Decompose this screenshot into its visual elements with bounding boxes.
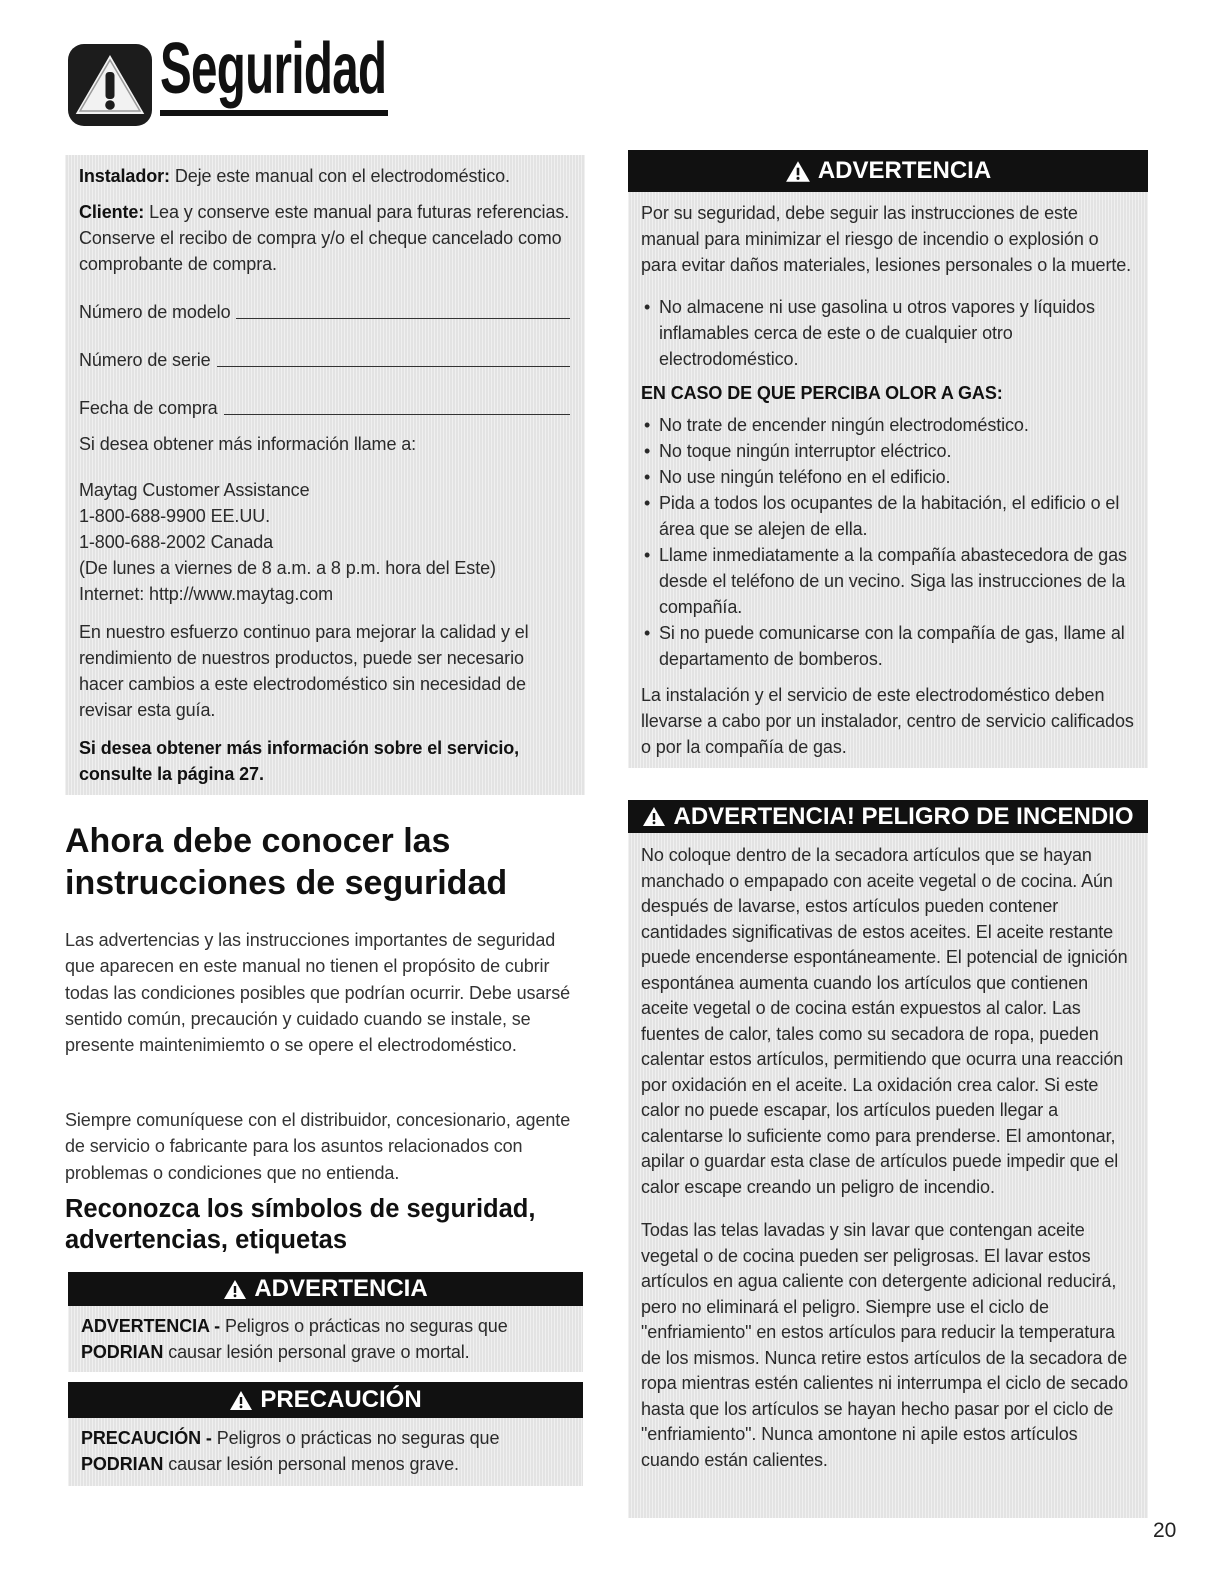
caution-example-banner (68, 1382, 583, 1418)
warning-triangle-icon (642, 806, 666, 827)
list-item: • Si no puede comunicarse con la compañía de gas, llame al departamento de bomberos. (641, 620, 1136, 672)
page-title: Seguridad (160, 29, 387, 109)
storage-bullet: • No almacene ni use gasolina u otros vapores y líquidos inflamables cerca de este o de cualquier otro electrodoméstico. (641, 294, 1136, 372)
safety-instructions-heading: Ahora debe conocer las instrucciones de seguridad (65, 822, 508, 902)
contact-phone-canada: 1-800-688-2002 Canada (79, 532, 274, 552)
installer-text: Deje este manual con el electrodoméstico. (174, 166, 510, 186)
serial-number-field (79, 347, 572, 373)
model-number-label: Número de modelo (79, 302, 231, 322)
storage-bullet-list (641, 294, 1136, 372)
caution-example-text (81, 1425, 570, 1477)
contact-hours: (De lunes a viernes de 8 a.m. a 8 p.m. hora del Este) (79, 558, 496, 578)
warning-example-text (81, 1313, 570, 1365)
contact-block (79, 477, 572, 607)
warning-example-box (68, 1306, 583, 1372)
fire-warning-box (628, 833, 1148, 1518)
list-item: • No use ningún teléfono en el edificio. (641, 464, 1136, 490)
gas-warning-banner (628, 150, 1148, 192)
caution-example-banner-label: PRECAUCIÓN (260, 1386, 422, 1413)
warning-example-banner-label: ADVERTENCIA (254, 1275, 428, 1302)
warning-example-term: ADVERTENCIA - (81, 1316, 221, 1336)
list-item: • Llame inmediatamente a la compañía abastecedora de gas desde el teléfono de un vecino. Siga las instrucciones de la compañía. (641, 542, 1136, 620)
fire-warning-banner (628, 800, 1148, 833)
model-number-field (79, 299, 572, 325)
caution-example-emphasis: PODRIAN (81, 1454, 164, 1474)
list-item: • No trate de encender ningún electrodoméstico. (641, 412, 1136, 438)
caution-example-term: PRECAUCIÓN - (81, 1428, 212, 1448)
owner-info-box (65, 155, 585, 795)
gas-warning-banner-label: ADVERTENCIA (817, 157, 992, 184)
gas-smell-list (641, 412, 1136, 672)
installer-label: Instalador: (79, 166, 170, 186)
page-number: 20 (1153, 1519, 1177, 1542)
serial-number-blank-line (217, 366, 570, 367)
customer-note (79, 199, 572, 277)
fire-warning-paragraph-fabrics: Todas las telas lavadas y sin lavar que contengan aceite vegetal o de cocina pueden ser peligrosas. El lavar estos artículos en agua caliente con detergente adicional reducirá, pero no eliminará el peligro. Siempre use el ciclo de "enfriamiento" en estos artículos para reducir la temperatura de los mismos. Nunca retire estos artículos de la secadora de ropa mientras estén calientes ni interrumpa el ciclo de secado hasta que los artículos se hayan hecho pasar por el ciclo de "enfriamiento". Nunca amontone ni apile estos artículos cuando están calientes. (641, 1220, 1129, 1470)
customer-text: Lea y conserve este manual para futuras referencias. Conserve el recibo de compra y/o el cheque cancelado como comprobante de compra. (79, 202, 570, 274)
fire-warning-paragraph-oil: No coloque dentro de la secadora artículos que se hayan manchado o empapado con aceite vegetal o de cocina. Aún después de lavarse, estos artículos pueden contener cantidades significativas de estos aceites. El aceite restante puede encenderse espontáneamente. El potencial de ignición espontánea aumenta cuando los artículos que contienen aceite vegetal o de cocina están expuestos al calor. Las fuentes de calor, tales como su secadora de ropa, pueden calentar estos artículos, permitiendo que ocurra una reacción por oxidación en el aceite. La oxidación crea calor. Si este calor no puede escapar, los artículos pueden llegar a calentarse lo suficiente como para prenderse. El amontonar, apilar o guardar esta clase de artículos puede impedir que el calor escape creando un peligro de incendio. (641, 845, 1128, 1197)
installation-note: La instalación y el servicio de este electrodoméstico deben llevarse a cabo por un instalador, centro de servicio calificados o por la compañía de gas. (641, 685, 1134, 757)
warning-icon (66, 42, 154, 128)
warning-triangle-icon (223, 1279, 247, 1300)
contact-phone-us: 1-800-688-9900 EE.UU. (79, 506, 271, 526)
caution-example-box (68, 1418, 583, 1486)
list-item: • Pida a todos los ocupantes de la habitación, el edificio o el área que se alejen de ella. (641, 490, 1136, 542)
installer-note (79, 163, 572, 189)
contact-dealer-paragraph: Siempre comuníquese con el distribuidor, concesionario, agente de servicio o fabricante para los asuntos relacionados con problemas o condiciones que no entienda. (65, 1110, 571, 1183)
purchase-date-label: Fecha de compra (79, 398, 218, 418)
product-change-notice: En nuestro esfuerzo continuo para mejorar la calidad y el rendimiento de nuestros productos, puede ser necesario hacer cambios a este electrodoméstico sin necesidad de revisar esta guía. (79, 622, 529, 720)
gas-warning-intro: Por su seguridad, debe seguir las instrucciones de este manual para minimizar el riesgo de incendio o explosión o para evitar daños materiales, lesiones personales o la muerte. (641, 203, 1132, 275)
warning-triangle-icon (229, 1390, 253, 1411)
warning-example-emphasis: PODRIAN (81, 1342, 164, 1362)
purchase-date-field (79, 395, 572, 421)
purchase-date-blank-line (224, 414, 570, 415)
serial-number-label: Número de serie (79, 350, 211, 370)
caution-example-text-before: Peligros o prácticas no seguras que (216, 1428, 500, 1448)
title-underline (160, 110, 388, 116)
gas-warning-box (628, 192, 1148, 768)
list-item: • No toque ningún interruptor eléctrico. (641, 438, 1136, 464)
warning-example-text-before: Peligros o prácticas no seguras que (224, 1316, 508, 1336)
fire-warning-banner-label: ADVERTENCIA! PELIGRO DE INCENDIO (673, 802, 1134, 830)
safety-symbols-heading: Reconozca los símbolos de seguridad, advertencias, etiquetas (65, 1195, 536, 1254)
contact-intro: Si desea obtener más información llame a: (79, 434, 417, 454)
warning-triangle-icon (785, 160, 811, 183)
customer-label: Cliente: (79, 202, 145, 222)
service-reference-note: Si desea obtener más información sobre el servicio, consulte la página 27. (79, 738, 520, 784)
contact-website: Internet: http://www.maytag.com (79, 584, 334, 604)
contact-company: Maytag Customer Assistance (79, 480, 310, 500)
gas-smell-heading: EN CASO DE QUE PERCIBA OLOR A GAS: (641, 383, 1003, 403)
caution-example-text-after: causar lesión personal menos grave. (168, 1454, 459, 1474)
model-number-blank-line (236, 318, 570, 319)
safety-intro-paragraph: Las advertencias y las instrucciones importantes de seguridad que aparecen en este manual no tienen el propósito de cubrir todas las condiciones posibles que podrían ocurrir. Debe usarsé sentido común, precaución y cuidado cuando se instale, se presente maintenimiemto o se opere el electrodoméstico. (65, 930, 571, 1056)
warning-example-banner (68, 1272, 583, 1306)
warning-example-text-after: causar lesión personal grave o mortal. (168, 1342, 470, 1362)
